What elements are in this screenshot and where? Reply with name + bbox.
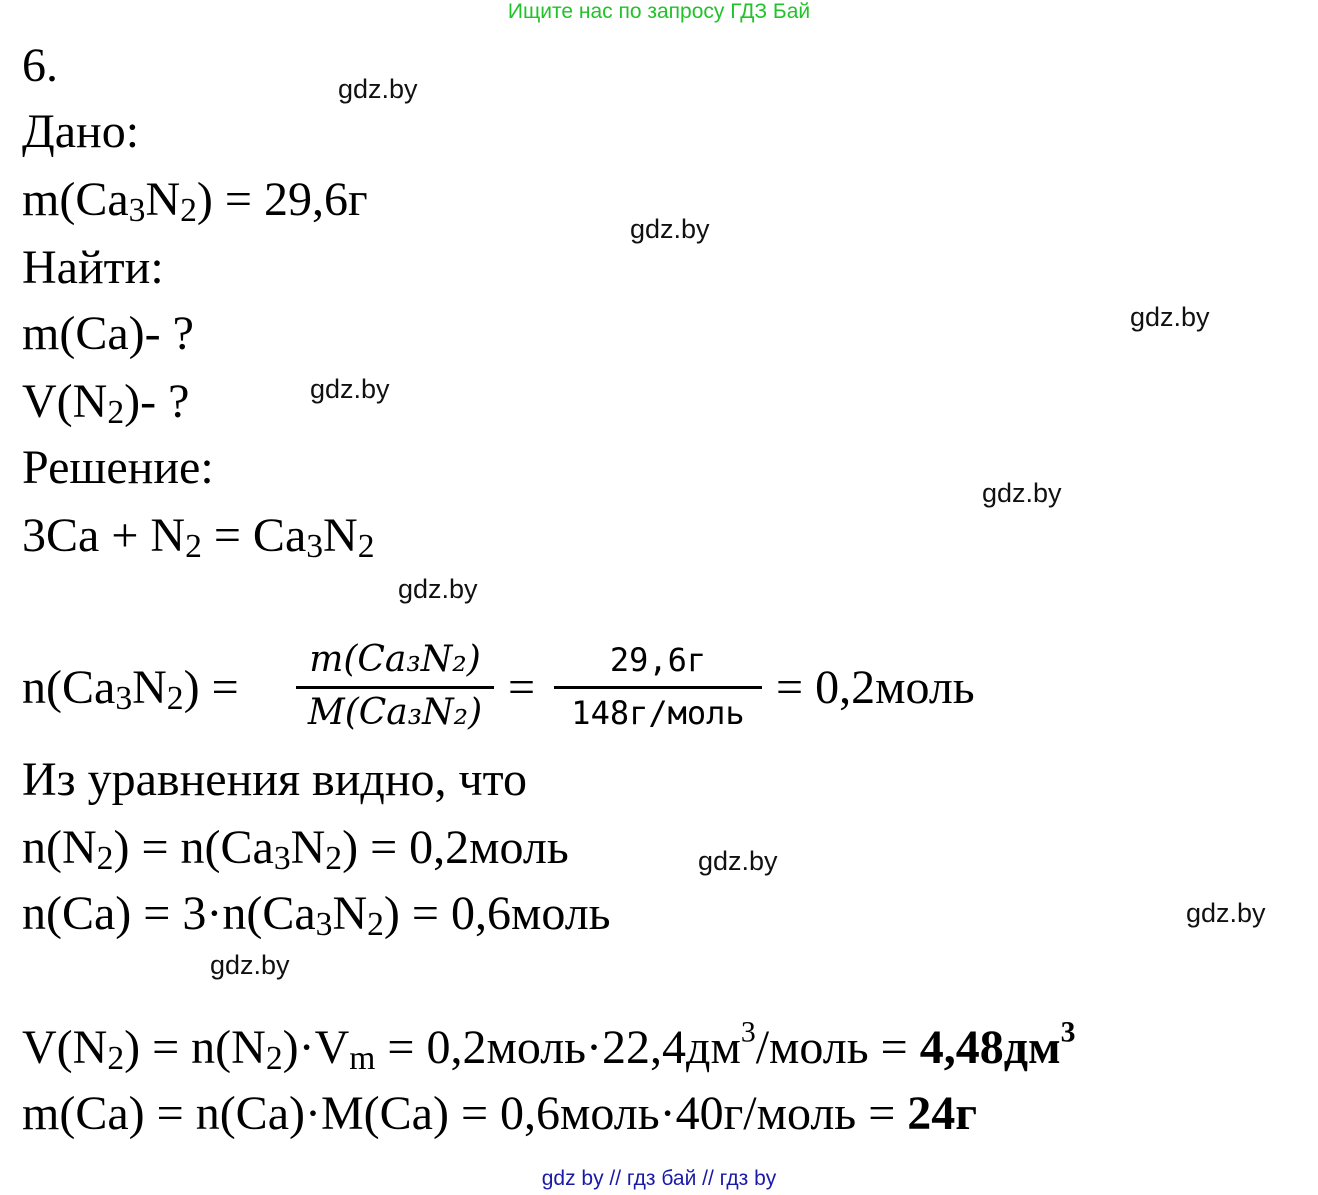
fraction-mass-over-molar-mass: [296, 640, 494, 733]
solution-label: Решение:: [22, 441, 214, 494]
fraction-numerator: 29,6г: [609, 641, 707, 679]
watermark: gdz.by: [630, 214, 710, 244]
answer-mass: 24г: [907, 1087, 978, 1140]
fraction-bar: [296, 686, 494, 689]
watermark: gdz.by: [698, 846, 778, 876]
equals-sign: =: [508, 661, 536, 714]
given-label: Дано:: [22, 105, 140, 158]
watermark: gdz.by: [310, 374, 390, 404]
find-volume-n2: $V(N_2)-$ ?: [22, 375, 190, 432]
watermark: gdz.by: [1130, 302, 1210, 332]
watermark: gdz.by: [1186, 898, 1266, 928]
v-n2-equation: $V(N_2) = n(N_2)\cdot V_m$ = $0,2моль\cdot 22,4дм^3$/моль = $4,48дм^3$: [22, 1015, 1076, 1078]
watermark: gdz.by: [398, 574, 478, 604]
fraction-values: [554, 640, 762, 733]
n-ca3n2-lhs: $n(Ca_3N_2)$ =: [22, 661, 239, 718]
footer-links[interactable]: gdz by // гдз бай // гдз by: [541, 1167, 777, 1190]
given-mass-ca3n2: $m(Ca_3N_2) = 29,6г$: [22, 173, 368, 230]
task-number: 6.: [22, 39, 58, 92]
fraction-denominator: M(Ca₃N₂): [307, 692, 483, 733]
n-ca3n2-result: = 0,2моль: [776, 661, 975, 714]
answer-volume: $4,48дм^3$: [919, 1015, 1076, 1074]
watermark: gdz.by: [982, 478, 1062, 508]
find-label: Найти:: [22, 241, 164, 294]
n-ca-equation: $n(Ca) = 3\cdot n(Ca_3N_2)$ = 0,6моль: [22, 887, 611, 944]
search-banner: Ищите нас по запросу ГДЗ Бай: [507, 0, 811, 23]
watermark: gdz.by: [210, 950, 290, 980]
reaction-equation: $3Ca + N_2 = Ca_3N_2$: [22, 509, 375, 566]
from-equation-text: Из уравнения видно, что: [22, 753, 527, 806]
fraction-denominator: 148г/моль: [571, 694, 745, 732]
n-n2-equation: $n(N_2) = n(Ca_3N_2)$ = 0,2моль: [22, 821, 569, 878]
watermark: gdz.by: [338, 74, 418, 104]
fraction-bar: [554, 686, 762, 689]
find-mass-ca: m(Ca)- ?: [22, 307, 194, 360]
fraction-numerator: m(Ca₃N₂): [309, 639, 481, 680]
m-ca-equation: m(Ca) = n(Ca)·M(Ca) = 0,6моль·40г/моль = 24г: [22, 1087, 978, 1140]
